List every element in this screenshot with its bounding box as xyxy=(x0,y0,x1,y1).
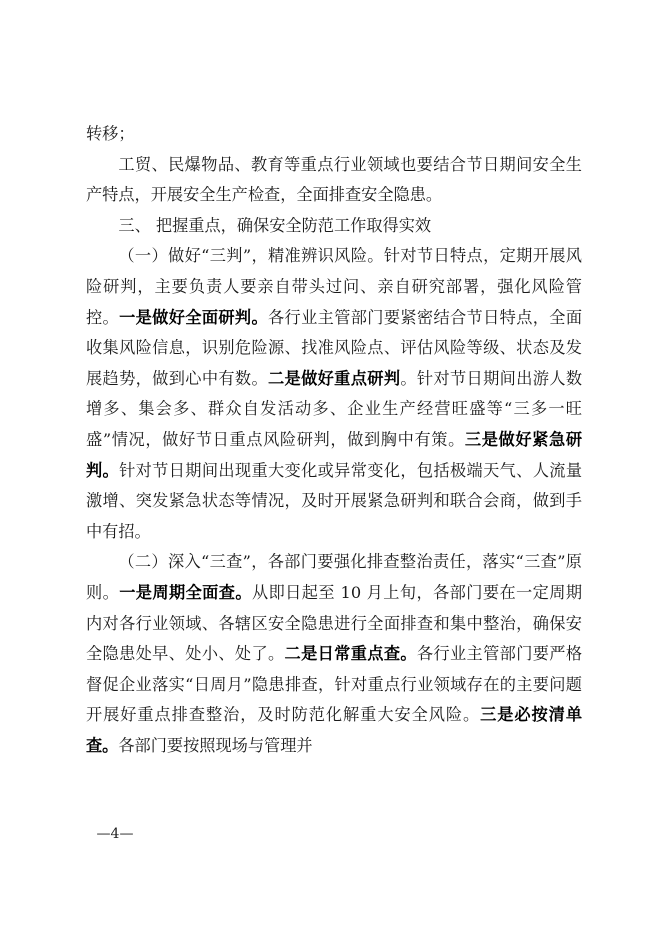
sec2-intro: （二）深入“三查”，各部门要强化排查整治责任，落实“三查”原则。 xyxy=(86,552,582,602)
sec2-text-2: 各行业主管部门要严格督促企业落实“日周月”隐患排查，针对重点行业领域存在的主要问题开展好重点排查整治，及时防范化解重大安全风险。 xyxy=(86,644,583,725)
sec1-bold-1: 一是做好全面研判。 xyxy=(119,307,269,327)
body-text xyxy=(86,119,582,761)
paragraph-three-checks xyxy=(86,547,582,761)
section-heading-3: 三、 把握重点，确保安全防范工作取得实效 xyxy=(118,215,432,235)
sec1-text-3: 针对节日期间出现重大变化或异常变化，包括极端天气、人流量激增、突发紧急状态等情况，及时开展紧急研判和联合会商，做到手中有招。 xyxy=(86,460,583,541)
sec1-bold-3: 三是做好紧急研判。 xyxy=(86,429,583,480)
sec1-text-2: 。针对节日期间出游人数增多、集会多、群众自发活动多、企业生产经营旺盛等“三多一旺盛”情况，做好节日重点风险研判，做到胸中有策。 xyxy=(86,368,583,449)
sec1-intro: （一）做好“三判”，精准辨识风险。针对节日特点，定期开展风险研判，主要负责人要亲自带头过问、亲自研究部署，强化风险管控。 xyxy=(86,246,582,327)
paragraph-industry-check: 工贸、民爆物品、教育等重点行业领域也要结合节日期间安全生产特点，开展安全生产检查，全面排查安全隐患。 xyxy=(86,154,582,205)
sec2-bold-1: 一是周期全面查。 xyxy=(119,582,252,602)
sec2-bold-2: 二是日常重点查。 xyxy=(284,644,417,664)
paragraph-three-judgments xyxy=(86,241,582,547)
paragraph-continuation: 转移； xyxy=(86,124,135,143)
sec2-bold-3: 三是必按清单查。 xyxy=(86,705,583,755)
sec1-text-1: 各行业主管部门要紧密结合节日特点，全面收集风险信息，识别危险源、找准风险点、评估风险等级、状态及发展趋势，做到心中有数。 xyxy=(86,307,583,388)
sec2-text-3: 各部门要按照现场与管理并 xyxy=(118,735,313,755)
sec1-bold-2: 二是做好重点研判 xyxy=(268,368,401,388)
page-number: —4— xyxy=(96,826,134,842)
sec2-text-1: 从即日起至 10 月上旬，各部门要在一定周期内对各行业领域、各辖区安全隐患进行全面排查和集中整治，确保安全隐患处早、处小、处了。 xyxy=(86,582,583,664)
